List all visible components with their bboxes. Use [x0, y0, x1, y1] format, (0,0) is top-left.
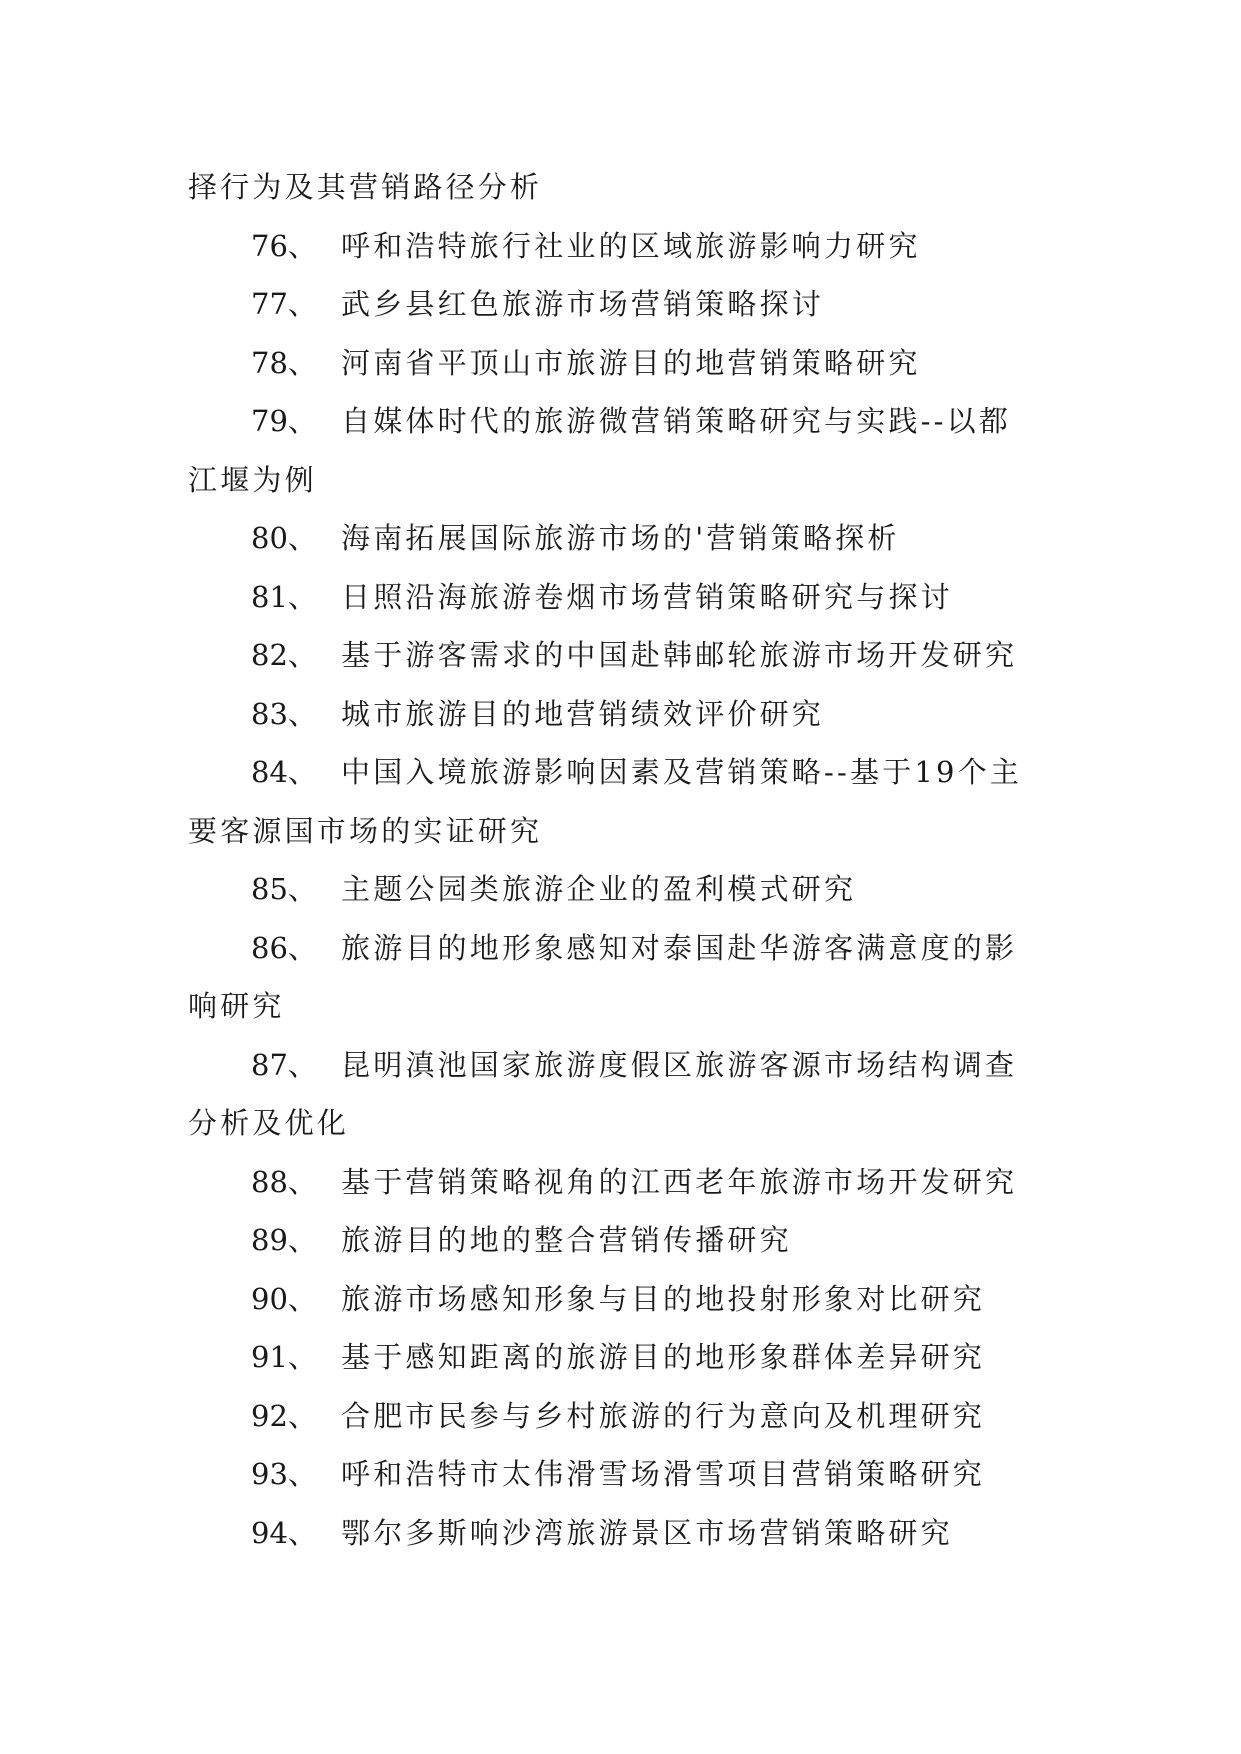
list-item: [188, 217, 1053, 276]
list-item: [188, 743, 1053, 802]
list-item: [188, 392, 1053, 451]
item-title: 响研究: [188, 989, 285, 1023]
item-title: 海南拓展国际旅游市场的'营销策略探析: [341, 521, 900, 555]
list-item: [188, 568, 1053, 627]
list-item-continuation: [188, 1094, 1053, 1153]
list-item-continuation: [188, 802, 1053, 861]
list-item: [188, 275, 1053, 334]
item-title: 河南省平顶山市旅游目的地营销策略研究: [341, 345, 921, 380]
item-title: 日照沿海旅游卷烟市场营销策略研究与探讨: [341, 579, 953, 614]
item-title: 主题公园类旅游企业的盈利模式研究: [341, 872, 857, 906]
list-item: [188, 1211, 1053, 1270]
item-title: 择行为及其营销路径分析: [188, 170, 543, 204]
list-item-continuation: [188, 158, 1053, 217]
list-item: [188, 626, 1053, 685]
item-title: 呼和浩特旅行社业的区域旅游影响力研究: [341, 228, 921, 263]
item-title: 鄂尔多斯响沙湾旅游景区市场营销策略研究: [341, 1515, 953, 1550]
item-number: 76、: [251, 228, 317, 263]
item-number: 93、: [251, 1457, 317, 1491]
item-title: 合肥市民参与乡村旅游的行为意向及机理研究: [341, 1398, 986, 1433]
list-item: [188, 1153, 1053, 1212]
item-number: 91、: [251, 1340, 317, 1374]
item-title: 武乡县红色旅游市场营销策略探讨: [341, 287, 825, 321]
list-item-continuation: [188, 977, 1053, 1036]
item-title: 中国入境旅游影响因素及营销策略--基于19个主: [341, 755, 1023, 789]
item-title: 基于感知距离的旅游目的地形象群体差异研究: [341, 1340, 986, 1374]
list-item: [188, 1445, 1053, 1504]
item-number: 84、: [251, 755, 317, 789]
item-title: 分析及优化: [188, 1106, 350, 1140]
item-number: 85、: [251, 872, 317, 906]
item-title: 呼和浩特市太伟滑雪场滑雪项目营销策略研究: [341, 1457, 986, 1491]
list-item: [188, 860, 1053, 919]
item-number: 77、: [251, 287, 317, 321]
item-number: 82、: [251, 638, 317, 672]
list-item: [188, 919, 1053, 978]
item-number: 87、: [251, 1047, 317, 1082]
list-item: [188, 1504, 1053, 1563]
item-title: 江堰为例: [188, 462, 317, 497]
item-number: 81、: [251, 579, 317, 614]
list-item: [188, 1387, 1053, 1446]
list-item: [188, 509, 1053, 568]
item-title: 旅游市场感知形象与目的地投射形象对比研究: [341, 1281, 986, 1316]
item-title: 昆明滇池国家旅游度假区旅游客源市场结构调查: [341, 1047, 1018, 1082]
list-item: [188, 685, 1053, 744]
reference-list: [188, 158, 1053, 1562]
item-number: 80、: [251, 521, 317, 555]
list-item: [188, 334, 1053, 393]
list-item: [188, 1036, 1053, 1095]
item-number: 83、: [251, 696, 317, 731]
list-item: [188, 1270, 1053, 1329]
item-number: 88、: [251, 1164, 317, 1199]
item-title: 基于营销策略视角的江西老年旅游市场开发研究: [341, 1164, 1018, 1199]
item-number: 89、: [251, 1223, 317, 1257]
item-number: 79、: [251, 404, 317, 438]
item-title: 自媒体时代的旅游微营销策略研究与实践--以都: [341, 404, 1011, 438]
item-number: 90、: [251, 1281, 317, 1316]
item-title: 城市旅游目的地营销绩效评价研究: [341, 696, 825, 731]
item-number: 94、: [251, 1515, 317, 1550]
item-title: 旅游目的地的整合营销传播研究: [341, 1223, 792, 1257]
list-item-continuation: [188, 451, 1053, 510]
list-item: [188, 1328, 1053, 1387]
item-title: 旅游目的地形象感知对泰国赴华游客满意度的影: [341, 930, 1018, 965]
item-number: 86、: [251, 930, 317, 965]
item-title: 基于游客需求的中国赴韩邮轮旅游市场开发研究: [341, 638, 1018, 672]
item-number: 92、: [251, 1398, 317, 1433]
item-number: 78、: [251, 345, 317, 380]
item-title: 要客源国市场的实证研究: [188, 813, 543, 848]
